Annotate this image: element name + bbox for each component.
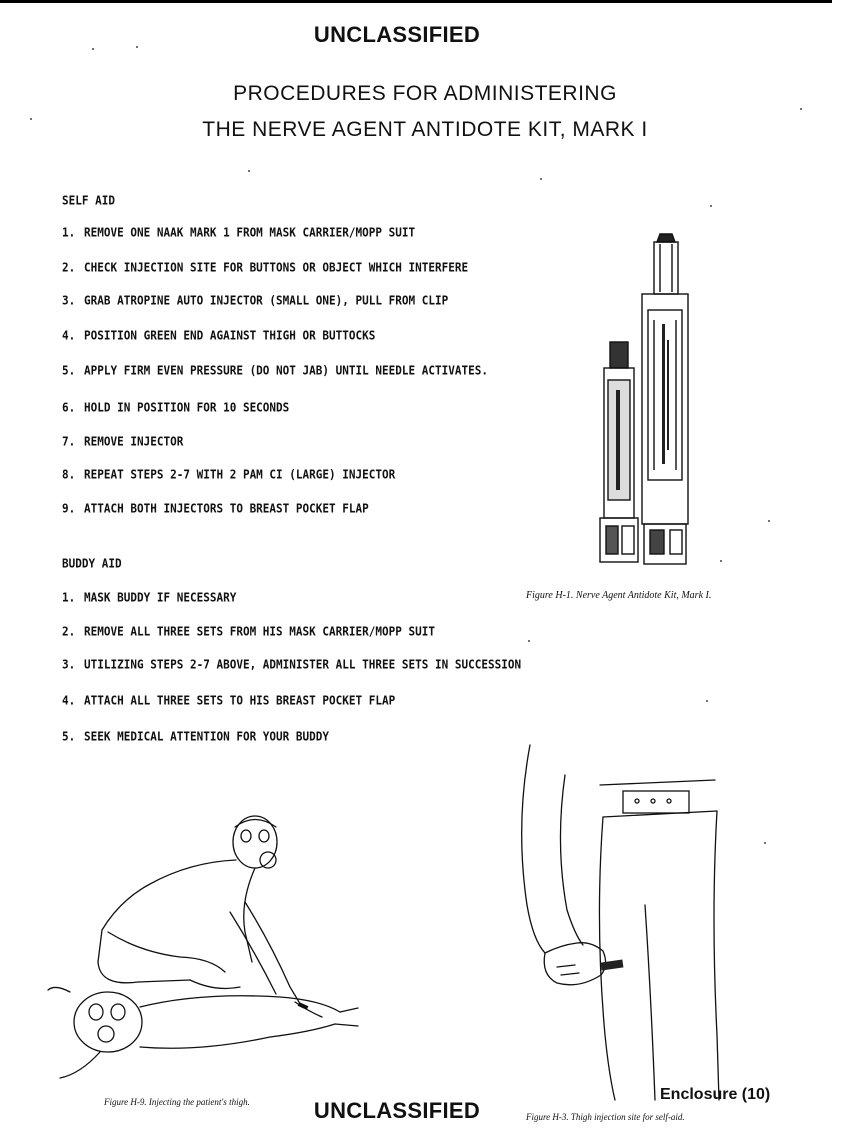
self-aid-step: 4. POSITION GREEN END AGAINST THIGH OR BUTTOCKS [62,328,376,343]
scan-speck [720,560,722,562]
self-aid-step: 2. CHECK INJECTION SITE FOR BUTTONS OR OBJECT WHICH INTERFERE [62,260,469,275]
buddy-aid-step: 4. ATTACH ALL THREE SETS TO HIS BREAST POCKET FLAP [62,693,396,708]
scan-speck [800,108,802,110]
self-aid-step: 8. REPEAT STEPS 2-7 WITH 2 PAM CI (LARGE) INJECTOR [62,467,396,482]
enclosure-mark: Enclosure (10) [660,1086,771,1103]
self-aid-step: 7. REMOVE INJECTOR [62,434,184,449]
scan-speck [92,48,94,50]
title-line-1: PROCEDURES FOR ADMINISTERING [233,82,617,105]
self-aid-heading: SELF AID [62,193,115,208]
patient-figure-caption: Figure H-9. Injecting the patient's thigh. [104,1097,250,1107]
buddy-aid-step: 2. REMOVE ALL THREE SETS FROM HIS MASK CARRIER/MOPP SUIT [62,624,435,639]
buddy-aid-step: 1. MASK BUDDY IF NECESSARY [62,590,237,605]
self-aid-step: 9. ATTACH BOTH INJECTORS TO BREAST POCKET FLAP [62,501,369,516]
scan-speck [768,520,770,522]
scan-speck [136,46,138,48]
top-border-rule [0,0,832,3]
antidote-kit-illustration [590,230,710,575]
self-aid-step: 6. HOLD IN POSITION FOR 10 SECONDS [62,400,290,415]
self-aid-step: 3. GRAB ATROPINE AUTO INJECTOR (SMALL ONE), PULL FROM CLIP [62,293,449,308]
self-aid-step: 1. REMOVE ONE NAAK MARK 1 FROM MASK CARRIER/MOPP SUIT [62,225,416,240]
kit-figure-caption: Figure H-1. Nerve Agent Antidote Kit, Mark I. [526,590,712,601]
scan-speck [30,118,32,120]
buddy-aid-step: 3. UTILIZING STEPS 2-7 ABOVE, ADMINISTER ALL THREE SETS IN SUCCESSION [62,657,522,672]
title-line-2: THE NERVE AGENT ANTIDOTE KIT, MARK I [202,118,648,141]
buddy-aid-illustration [40,812,370,1097]
scan-speck [248,170,250,172]
buddy-aid-heading: BUDDY AID [62,556,122,571]
scan-speck [528,640,530,642]
thigh-figure-caption: Figure H-3. Thigh injection site for self-aid. [526,1112,685,1122]
scan-speck [710,205,712,207]
scan-speck [764,842,766,844]
buddy-aid-step: 5. SEEK MEDICAL ATTENTION FOR YOUR BUDDY [62,729,330,744]
scan-speck [540,178,542,180]
thigh-injection-illustration [505,735,730,1105]
classification-top: UNCLASSIFIED [313,22,481,47]
scan-speck [706,700,708,702]
classification-bottom: UNCLASSIFIED [313,1098,481,1123]
self-aid-step: 5. APPLY FIRM EVEN PRESSURE (DO NOT JAB) UNTIL NEEDLE ACTIVATES. [62,363,488,378]
